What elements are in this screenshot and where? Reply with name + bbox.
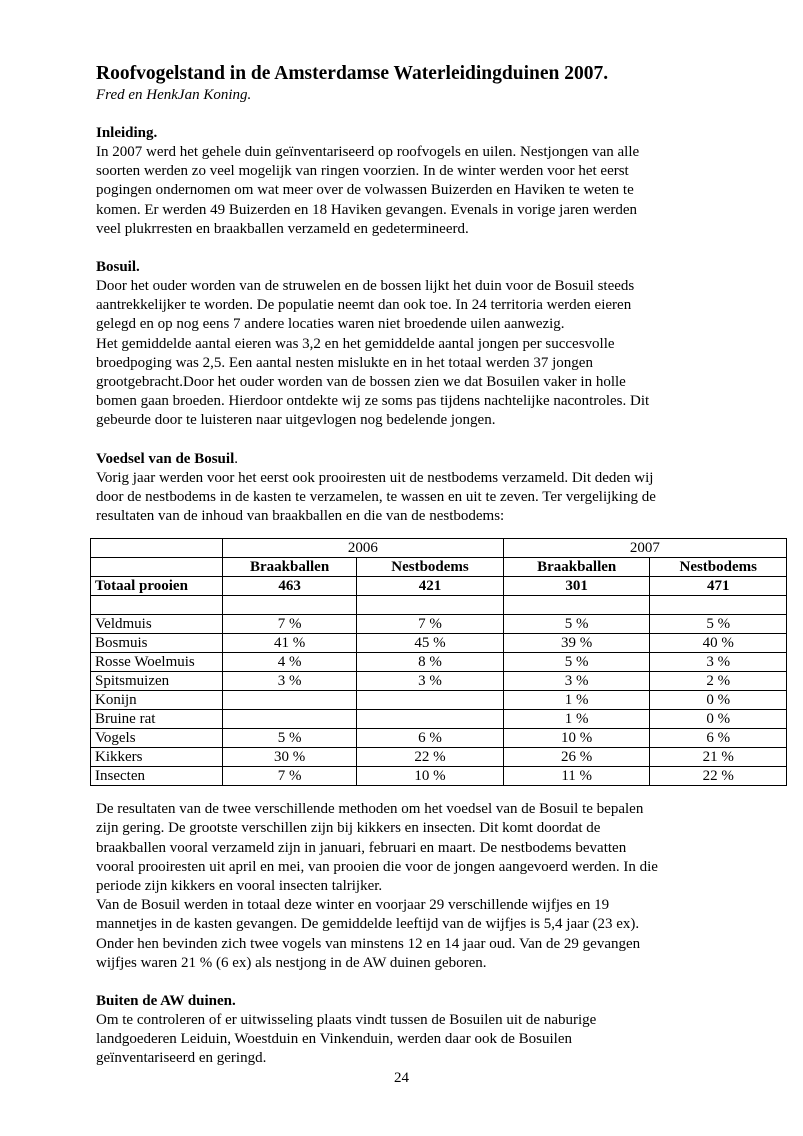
table-body <box>91 615 787 786</box>
text-line: landgoederen Leiduin, Woestduin en Vinkenduin, werden daar ook de Bosuilen <box>96 1031 572 1048</box>
document-page <box>95 62 757 1069</box>
section-heading: Buiten de AW duinen. <box>96 993 236 1010</box>
text-line: Vorig jaar werden voor het eerst ook prooiresten uit de nestbodems verzameld. Dit deden wij <box>96 469 654 486</box>
text-line: Van de Bosuil werden in totaal deze winter en voorjaar 29 verschillende wijfjes en 19 <box>96 897 610 914</box>
text-line: gebeurde door te luisteren naar uitgevlogen nog bedelende jongen. <box>96 412 496 429</box>
table-cell: 40 % <box>650 634 787 653</box>
section-inleiding <box>96 124 716 239</box>
row-label: Spitsmuizen <box>91 672 223 691</box>
document-title: Roofvogelstand in de Amsterdamse Waterleidingduinen 2007. <box>96 63 609 84</box>
text-line: veel plukrresten en braakballen verzameld en gedetermineerd. <box>96 220 469 237</box>
table-cell: 3 % <box>503 672 650 691</box>
text-line: grootgebracht.Door het ouder worden van de bossen zien we dat Bosuilen vaker in holle <box>96 374 626 391</box>
table-cell: 5 % <box>503 615 650 634</box>
table-cell: 7 % <box>357 615 504 634</box>
text-line: De resultaten van de twee verschillende methoden om het voedsel van de Bosuil te bepalen <box>96 801 644 818</box>
text-line: Onder hen bevinden zich twee vogels van minstens 12 en 14 jaar oud. Van de 29 gevangen <box>96 935 641 952</box>
table-row <box>91 710 787 729</box>
table-cell: 8 % <box>357 653 504 672</box>
table-cell: 3 % <box>222 672 356 691</box>
text-line: wijfjes waren 21 % (6 ex) als nestjong in de AW duinen geboren. <box>96 954 487 971</box>
row-label: Konijn <box>91 691 223 710</box>
text-line: Het gemiddelde aantal eieren was 3,2 en het gemiddelde aantal jongen per succesvolle <box>96 335 615 352</box>
table-cell: 6 % <box>650 729 787 748</box>
table-row <box>91 615 787 634</box>
paragraph <box>96 143 716 239</box>
text-line: broedpoging was 2,5. Een aantal nesten mislukte en in het totaal werden 37 jongen <box>96 354 593 371</box>
table-row <box>91 691 787 710</box>
text-line: zijn gering. De grootste verschillen zijn bij kikkers en insecten. Dit komt doordat de <box>96 820 601 837</box>
table-row <box>91 729 787 748</box>
table-cell: 7 % <box>222 767 356 786</box>
column-header: Braakballen <box>503 558 650 577</box>
table-cell: 2 % <box>650 672 787 691</box>
table-cell: 5 % <box>503 653 650 672</box>
row-label: Bosmuis <box>91 634 223 653</box>
section-heading: Inleiding. <box>96 125 158 141</box>
column-header: Braakballen <box>222 558 356 577</box>
table-cell: 1 % <box>503 691 650 710</box>
table-cell <box>222 691 356 710</box>
table-cell <box>357 691 504 710</box>
table-row <box>91 767 787 786</box>
table-cell: 30 % <box>222 748 356 767</box>
table-cell: 421 <box>357 577 504 596</box>
text-line: soorten werden zo veel mogelijk van ringen voorzien. In de winter werden voor het eerst <box>96 163 629 180</box>
table-cell: 4 % <box>222 653 356 672</box>
section-voedsel <box>96 450 716 527</box>
paragraph <box>96 1011 716 1069</box>
table-cell: 5 % <box>650 615 787 634</box>
table-subheader-row <box>91 558 787 577</box>
text-line: In 2007 werd het gehele duin geïnventariseerd op roofvogels en uilen. Nestjongen van alle <box>96 144 640 160</box>
page-number: 24 <box>394 1070 409 1086</box>
authors: Fred en HenkJan Koning. <box>96 87 252 103</box>
year-header: 2006 <box>222 539 503 558</box>
text-line: bomen gaan broeden. Hierdoor ontdekte wij ze soms pas tijdens nachtelijke nacontroles. Dit <box>96 393 650 410</box>
text-line: komen. Er werden 49 Buizerden en 18 Haviken gevangen. Evenals in vorige jaren werden <box>96 201 638 218</box>
paragraph <box>96 469 716 527</box>
table-cell: 26 % <box>503 748 650 767</box>
table-cell: 21 % <box>650 748 787 767</box>
section-buiten <box>96 992 716 1069</box>
table-cell: 10 % <box>503 729 650 748</box>
row-label: Insecten <box>91 767 223 786</box>
table-cell: 3 % <box>357 672 504 691</box>
table-total-row <box>91 577 787 596</box>
table-year-row <box>91 539 787 558</box>
table-cell: 39 % <box>503 634 650 653</box>
section-heading: Voedsel van de Bosuil. <box>96 450 238 467</box>
table-cell: 1 % <box>503 710 650 729</box>
paragraph <box>96 800 716 973</box>
table-cell <box>357 710 504 729</box>
text-line: door de nestbodems in de kasten te verzamelen, te wassen en uit te zeven. Ter vergelijking de <box>96 488 656 505</box>
text-line: gelegd en op nog eens 7 andere locaties waren niet broedende uilen aanwezig. <box>96 316 565 333</box>
table-cell: 0 % <box>650 710 787 729</box>
paragraph <box>96 277 716 431</box>
year-header: 2007 <box>503 539 786 558</box>
row-label: Rosse Woelmuis <box>91 653 223 672</box>
table-cell: 11 % <box>503 767 650 786</box>
table-row <box>91 634 787 653</box>
table-cell: 471 <box>650 577 787 596</box>
table-cell: 301 <box>503 577 650 596</box>
text-line: pogingen ondernomen om wat meer over de volwassen Buizerden en Haviken te weten te <box>96 182 634 199</box>
row-label: Veldmuis <box>91 615 223 634</box>
text-line: Door het ouder worden van de struwelen en de bossen lijkt het duin voor de Bosuil steeds <box>96 278 635 295</box>
table-row <box>91 672 787 691</box>
row-label: Vogels <box>91 729 223 748</box>
table-cell: 3 % <box>650 653 787 672</box>
table-empty-row <box>91 596 787 615</box>
table-cell: 41 % <box>222 634 356 653</box>
text-line: Om te controleren of er uitwisseling plaats vindt tussen de Bosuilen uit de naburige <box>96 1012 597 1029</box>
section-bosuil <box>96 258 716 431</box>
table-cell: 45 % <box>357 634 504 653</box>
text-line: mannetjes in de kasten gevangen. De gemiddelde leeftijd van de wijfjes is 5,4 jaar (23 ex). <box>96 916 640 933</box>
table-cell: 22 % <box>357 748 504 767</box>
table-cell: 463 <box>222 577 356 596</box>
table-cell: 22 % <box>650 767 787 786</box>
prey-table <box>90 538 787 786</box>
row-label: Totaal prooien <box>91 577 223 596</box>
text-line: geïnventariseerd en geringd. <box>96 1050 267 1067</box>
text-line: aantrekkelijker te worden. De populatie neemt dan ook toe. In 24 territoria werden eieren <box>96 297 632 314</box>
section-results <box>96 800 716 973</box>
table-cell: 0 % <box>650 691 787 710</box>
table-cell <box>222 710 356 729</box>
text-line: resultaten van de inhoud van braakballen en die van de nestbodems: <box>96 508 505 525</box>
column-header: Nestbodems <box>650 558 787 577</box>
table-row <box>91 653 787 672</box>
table-cell: 10 % <box>357 767 504 786</box>
text-line: periode zijn kikkers en vooral insecten talrijker. <box>96 878 383 895</box>
text-line: braakballen vooral verzameld zijn in januari, februari en maart. De nestbodems bevatten <box>96 839 627 856</box>
table-cell: 7 % <box>222 615 356 634</box>
column-header: Nestbodems <box>357 558 504 577</box>
row-label: Bruine rat <box>91 710 223 729</box>
text-line: vooral prooiresten uit april en mei, van prooien die voor de jongen aangevoerd werden. In die <box>96 858 658 875</box>
table-cell: 5 % <box>222 729 356 748</box>
table-row <box>91 748 787 767</box>
table-cell: 6 % <box>357 729 504 748</box>
row-label: Kikkers <box>91 748 223 767</box>
section-heading: Bosuil. <box>96 259 140 276</box>
